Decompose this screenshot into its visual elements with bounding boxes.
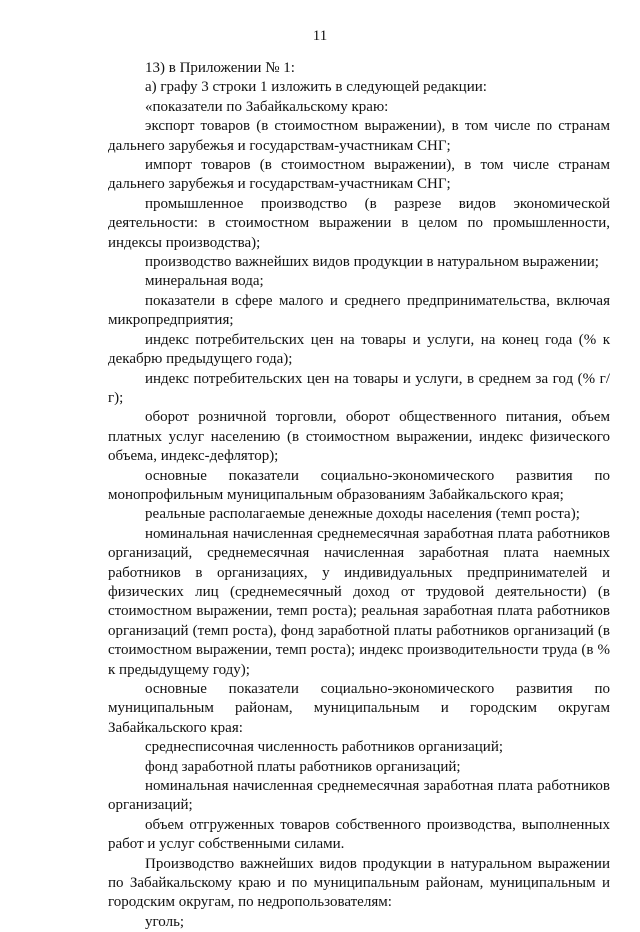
paragraph-municipal-indicators: основные показатели социально-экономического развития по муниципальным районам, муниципальным и городским округам Забайкальского края:	[108, 681, 610, 736]
paragraph-retail-turnover: оборот розничной торговли, оборот общественного питания, объем платных услуг населению (в стоимостном выражении, индекс физического объема, индекс-дефлятор);	[108, 409, 610, 465]
paragraph-export: экспорт товаров (в стоимостном выражении), в том числе по странам дальнего зарубежья и государствам-участникам СНГ;	[108, 118, 610, 154]
paragraph-nominal-wage: номинальная начисленная среднемесячная заработная плата работников организаций;	[108, 778, 610, 814]
paragraph-mineral-water: минеральная вода;	[145, 273, 264, 290]
page-number: 11	[312, 28, 328, 44]
paragraph-indicators-heading: «показатели по Забайкальскому краю:	[145, 98, 389, 115]
paragraph-cpi-end-of-year: индекс потребительских цен на товары и услуги, на конец года (% к декабрю предыдущего года);	[108, 331, 610, 368]
paragraph-payroll-fund: фонд заработной платы работников организаций;	[145, 758, 461, 775]
paragraph-cpi-average: индекс потребительских цен на товары и услуги, в среднем за год (% г/г);	[108, 370, 610, 406]
paragraph-key-products: производство важнейших видов продукции в натуральном выражении;	[145, 254, 599, 271]
paragraph-section-13: 13) в Приложении № 1:	[145, 60, 295, 76]
paragraph-wages: номинальная начисленная среднемесячная заработная плата работников организаций, среднемесячная начисленная заработная плата наемных работников в организациях, у индивидуальных предпринимателей и физических лиц (среднемесячный доход от трудовой деятельности) (в стоимостном выражении, темп роста); реальная заработная плата работников организаций (темп роста), фонд заработной платы работников организаций (в стоимостном выражении, темп роста); индекс производительности труда (в % к предыдущему году);	[108, 525, 610, 678]
paragraph-monotown-indicators: основные показатели социально-экономического развития по монопрофильным муниципальным образованиям Забайкальского края;	[108, 467, 610, 503]
paragraph-shipped-goods: объем отгруженных товаров собственного производства, выполненных работ и услуг собственными силами.	[108, 816, 610, 853]
paragraph-small-business: показатели в сфере малого и среднего предпринимательства, включая микропредприятия;	[108, 292, 610, 329]
paragraph-industrial-production: промышленное производство (в разрезе видов экономической деятельности: в стоимостном выражении в целом по промышленности, индексы производства);	[108, 195, 610, 251]
paragraph-headcount: среднесписочная численность работников организаций;	[145, 739, 504, 756]
paragraph-import: импорт товаров (в стоимостном выражении), в том числе странам дальнего зарубежья и государствам-участникам СНГ;	[108, 157, 610, 193]
paragraph-real-income: реальные располагаемые денежные доходы населения (темп роста);	[145, 506, 580, 523]
document-body	[108, 59, 610, 932]
paragraph-subitem-a: а) графу 3 строки 1 изложить в следующей редакции:	[145, 79, 487, 96]
paragraph-coal: уголь;	[145, 913, 185, 930]
paragraph-production-by-subsoil-users: Производство важнейших видов продукции в натуральном выражении по Забайкальскому краю и по муниципальным районам, муниципальным и городским округам, по недропользователям:	[108, 855, 610, 911]
